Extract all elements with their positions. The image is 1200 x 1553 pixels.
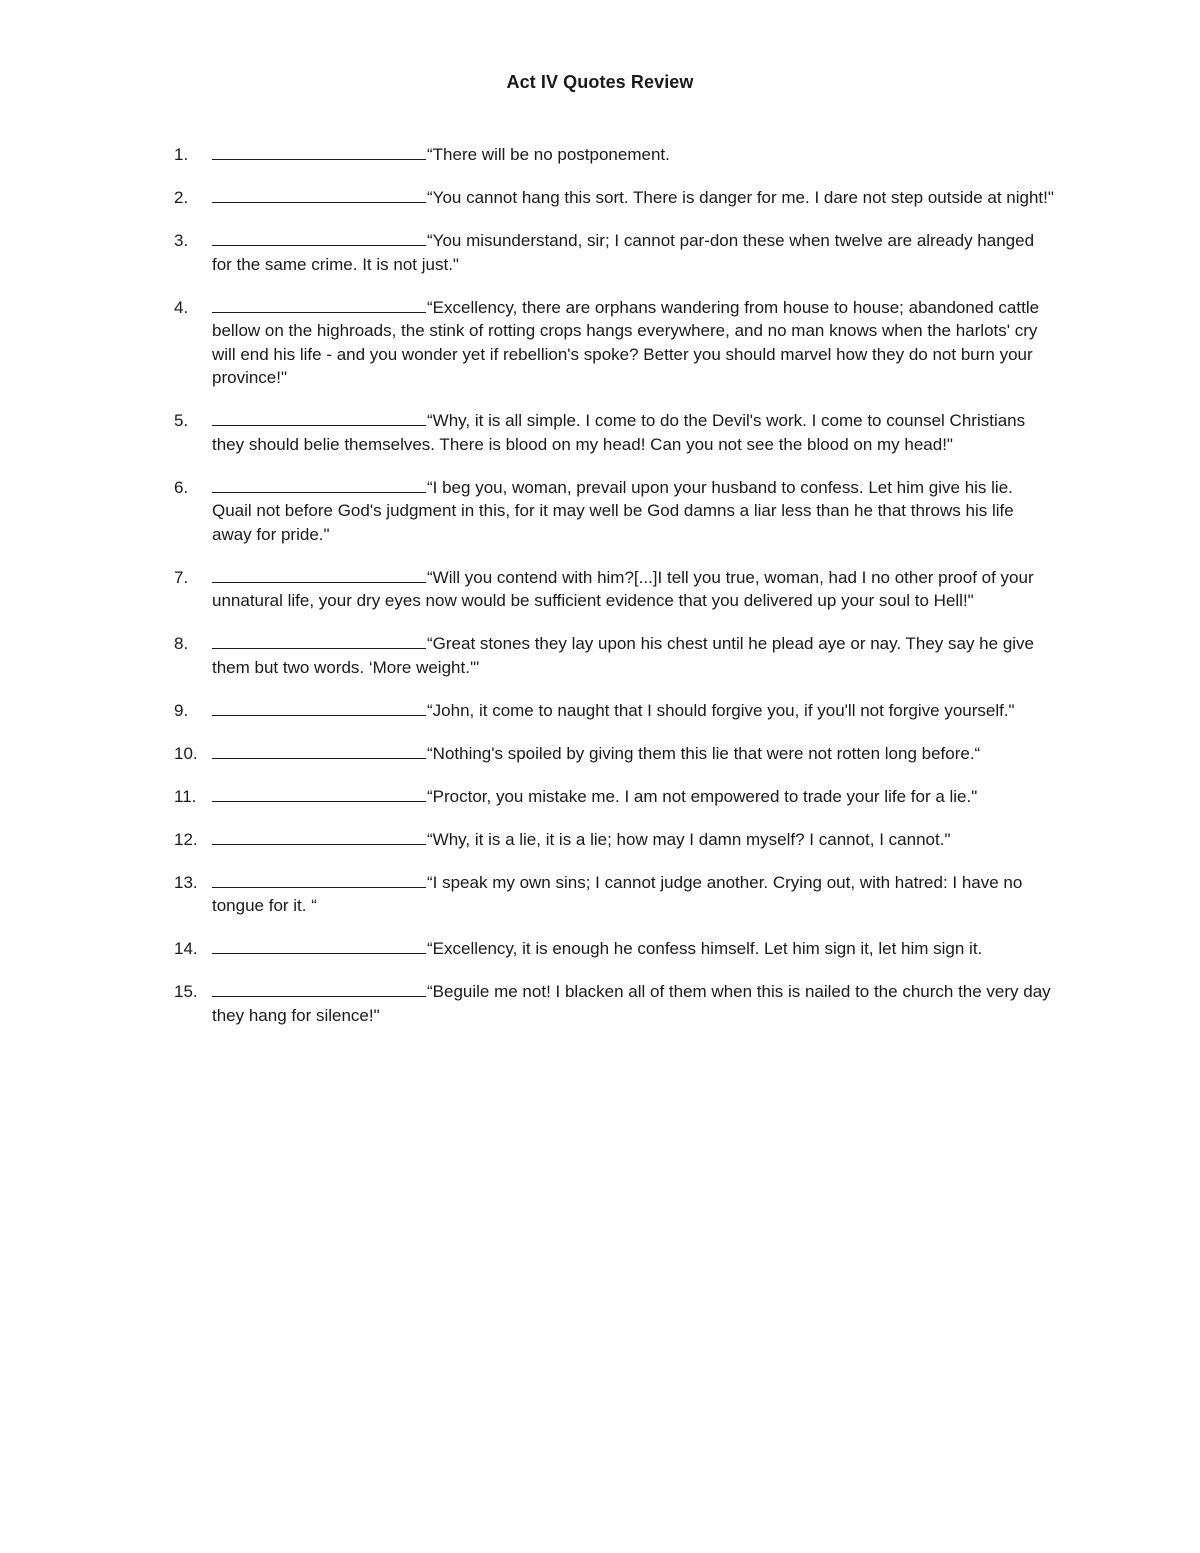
item-number: 10.	[174, 743, 198, 763]
quote-item	[174, 229, 1054, 276]
quote-text: “Nothing's spoiled by giving them this lie that were not rotten long before.“	[427, 743, 981, 763]
quote-list	[174, 143, 1054, 1047]
quote-item	[174, 632, 1054, 679]
quote-text: “John, it come to naught that I should forgive you, if you'll not forgive yourself."	[427, 700, 1015, 720]
page-title: Act IV Quotes Review	[506, 72, 694, 92]
item-number: 1.	[174, 145, 189, 164]
answer-blank[interactable]	[212, 143, 426, 160]
quote-item	[174, 476, 1054, 547]
quote-item	[174, 143, 1054, 167]
answer-blank[interactable]	[212, 229, 426, 246]
answer-blank[interactable]	[212, 476, 426, 493]
answer-blank[interactable]	[212, 632, 426, 649]
quote-item	[174, 566, 1054, 613]
item-number: 5.	[174, 411, 189, 430]
item-number: 11.	[174, 786, 197, 806]
quote-text: “There will be no postponement.	[427, 145, 670, 164]
quote-text: “Beguile me not! I blacken all of them when this is nailed to the church the very day they hang for silence!"	[212, 982, 1051, 1025]
answer-blank[interactable]	[212, 828, 426, 845]
item-number: 8.	[174, 634, 189, 653]
answer-blank[interactable]	[212, 699, 426, 716]
item-number: 14.	[174, 939, 198, 958]
item-number: 2.	[174, 188, 189, 207]
quote-text: “Excellency, there are orphans wandering from house to house; abandoned cattle bellow on the highroads, the stink of rotting crops hangs everywhere, and no man knows when the harlots' cry will end his life - and you wonder yet if rebellion's spoke? Better you should marvel how they do not burn your province!"	[212, 297, 1040, 387]
item-number: 12.	[174, 829, 198, 849]
quote-text: “Why, it is a lie, it is a lie; how may I damn myself? I cannot, I cannot."	[427, 829, 951, 849]
quote-text: “Excellency, it is enough he confess himself. Let him sign it, let him sign it.	[427, 939, 983, 958]
quote-text: “Will you contend with him?[...]I tell you true, woman, had I no other proof of your unnatural life, your dry eyes now would be sufficient evidence that you delivered up your soul to Hell!"	[212, 567, 1034, 610]
quote-item	[174, 186, 1054, 210]
quote-item	[174, 871, 1054, 918]
quote-item	[174, 785, 1054, 809]
quote-text: “You cannot hang this sort. There is danger for me. I dare not step outside at night!"	[427, 188, 1054, 207]
quote-text: “You misunderstand, sir; I cannot par-don these when twelve are already hanged for the same crime. It is not just."	[212, 231, 1035, 274]
answer-blank[interactable]	[212, 742, 426, 759]
quote-item	[174, 699, 1054, 723]
item-number: 3.	[174, 231, 189, 250]
answer-blank[interactable]	[212, 186, 426, 203]
quote-text: “Great stones they lay upon his chest until he plead aye or nay. They say he give them but two words. ‘More weight.'"	[212, 634, 1035, 677]
quote-item	[174, 409, 1054, 456]
answer-blank[interactable]	[212, 980, 426, 997]
quote-text: “I beg you, woman, prevail upon your husband to confess. Let him give his lie. Quail not before God's judgment in this, for it may well be God damns a liar less than he that throws his life away for pride."	[212, 477, 1014, 544]
answer-blank[interactable]	[212, 937, 426, 954]
answer-blank[interactable]	[212, 871, 426, 888]
quote-text: “I speak my own sins; I cannot judge another. Crying out, with hatred: I have no tongue for it. “	[212, 872, 1023, 915]
answer-blank[interactable]	[212, 566, 426, 583]
quote-item	[174, 937, 1054, 961]
quote-text: “Why, it is all simple. I come to do the Devil's work. I come to counsel Christians they should belie themselves. There is blood on my head! Can you not see the blood on my head!"	[212, 411, 1026, 454]
item-number: 13.	[174, 872, 198, 892]
item-number: 6.	[174, 477, 189, 497]
quote-item	[174, 828, 1054, 852]
answer-blank[interactable]	[212, 785, 426, 802]
answer-blank[interactable]	[212, 296, 426, 313]
item-number: 9.	[174, 700, 189, 720]
quote-item	[174, 742, 1054, 766]
quote-item	[174, 980, 1054, 1027]
quote-text: “Proctor, you mistake me. I am not empowered to trade your life for a lie."	[427, 786, 978, 806]
answer-blank[interactable]	[212, 409, 426, 426]
quote-item	[174, 296, 1054, 390]
item-number: 7.	[174, 567, 189, 587]
item-number: 4.	[174, 297, 189, 317]
item-number: 15.	[174, 982, 198, 1001]
